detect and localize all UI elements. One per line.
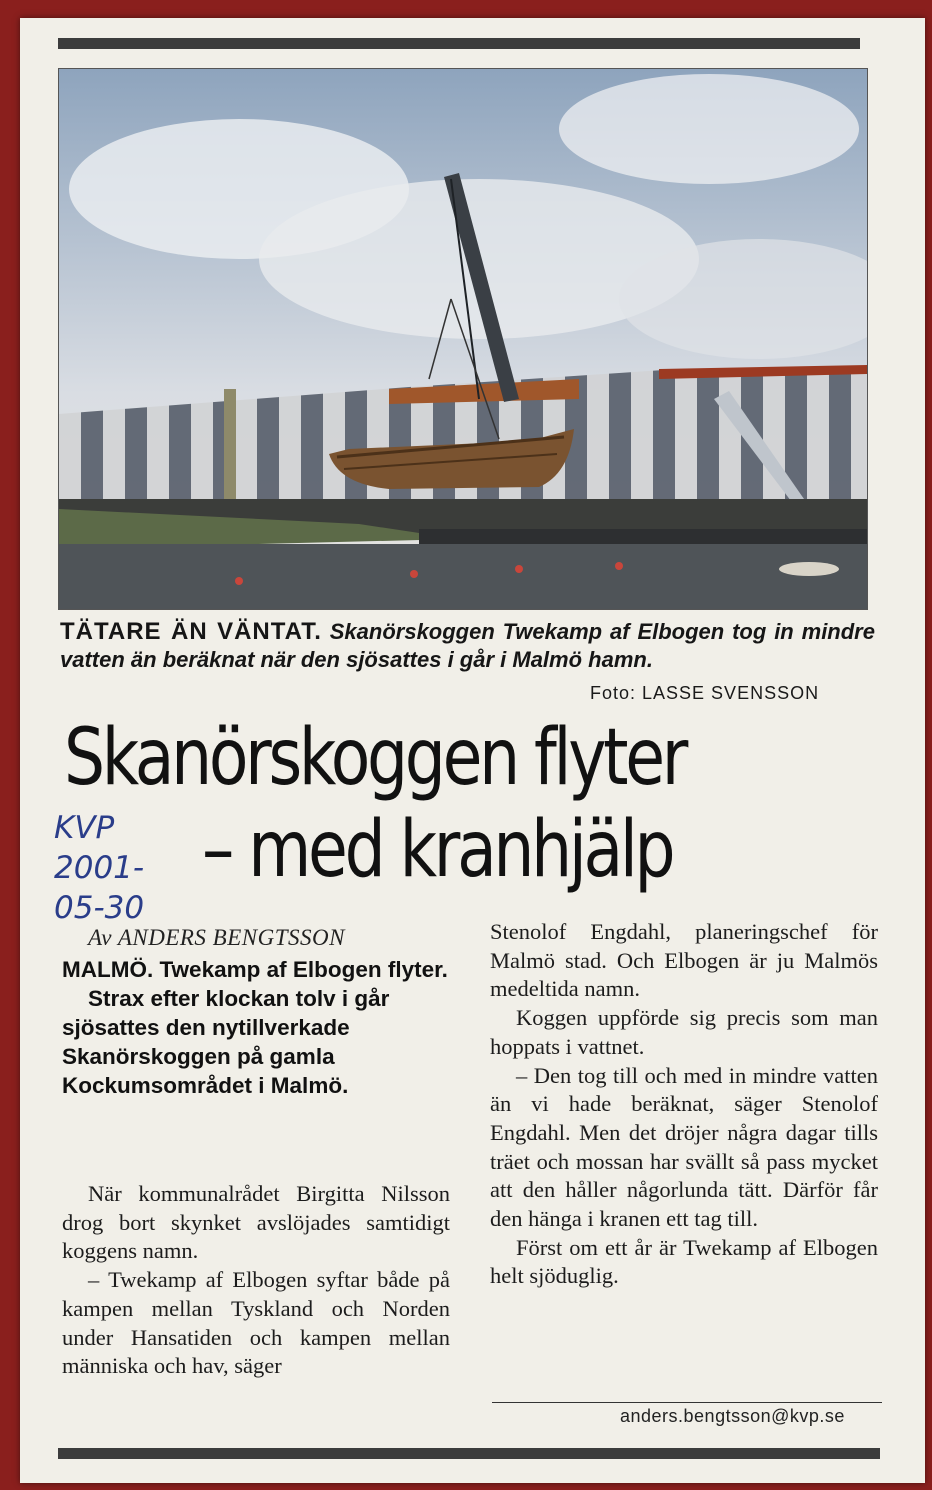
body-paragraph: – Den tog till och med in mindre vatten än vi hade beräknat, säger Stenolof Engdahl. Men det dröjer några dagar tills träet och mossan har svällt så pass mycket att den håller någorlunda tätt. Därför får den hänga i kranen ett tag till.	[490, 1062, 878, 1232]
body-column-right	[490, 918, 878, 1291]
author-email: anders.bengtsson@kvp.se	[620, 1406, 845, 1426]
handwritten-source: KVP	[54, 810, 115, 846]
handwritten-date-day: 05-30	[54, 890, 145, 926]
handwritten-date-year: 2001-	[54, 850, 145, 886]
caption-kicker: TÄTARE ÄN VÄNTAT.	[60, 618, 322, 645]
caption-text: Skanörskoggen Twekamp af Elbogen tog in mindre vatten än beräknat när den sjösattes i går i Malmö hamn.	[60, 619, 875, 672]
headline-line-2: – med kranhjälp	[202, 805, 673, 895]
lead-paragraph-2: Strax efter klockan tolv i går sjösattes den nytillverkade Skanörskoggen på gamla Kockumsområdet i Malmö.	[62, 986, 390, 1098]
byline: Av ANDERS BENGTSSON	[88, 925, 345, 950]
article-lead	[62, 955, 452, 1100]
body-paragraph: Stenolof Engdahl, planeringschef för Malmö stad. Och Elbogen är ju Malmös medeltida namn.	[490, 919, 878, 1002]
body-paragraph: – Twekamp af Elbogen syftar både på kampen mellan Tyskland och Norden under Hansatiden och kampen mellan människa och hav, säger	[62, 1267, 450, 1379]
body-column-left	[62, 1180, 450, 1381]
bottom-rule	[58, 1448, 880, 1459]
news-photo	[58, 68, 868, 610]
ship-launch-photo	[59, 69, 867, 609]
body-paragraph: Koggen uppförde sig precis som man hoppats i vattnet.	[490, 1005, 878, 1059]
lead-paragraph-1: MALMÖ. Twekamp af Elbogen flyter.	[62, 957, 448, 982]
headline-line-1: Skanörskoggen flyter	[64, 713, 686, 803]
photo-credit: Foto: LASSE SVENSSON	[590, 683, 820, 703]
top-rule	[58, 38, 860, 49]
signature-rule	[492, 1402, 882, 1403]
photo-caption	[60, 618, 875, 674]
body-paragraph: När kommunalrådet Birgitta Nilsson drog bort skynket avslöjades samtidigt koggens namn.	[62, 1181, 450, 1264]
handwritten-archive-note	[54, 808, 204, 928]
body-paragraph: Först om ett år är Twekamp af Elbogen helt sjöduglig.	[490, 1234, 878, 1289]
